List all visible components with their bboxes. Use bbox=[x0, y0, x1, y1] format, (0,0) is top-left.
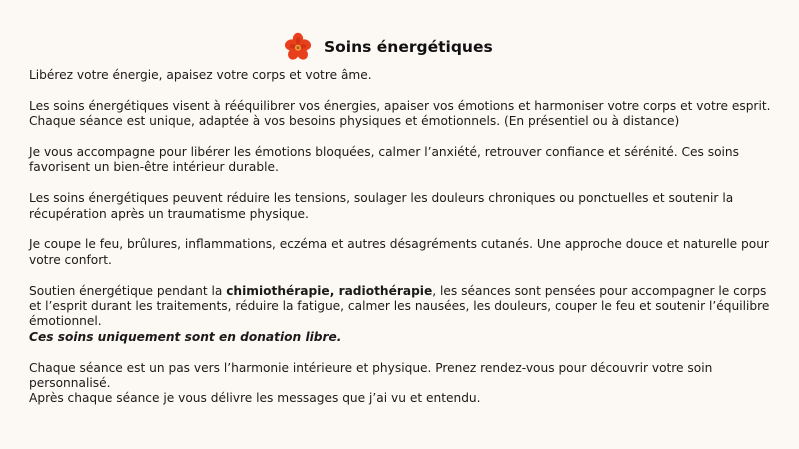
main-content bbox=[29, 68, 779, 407]
paragraph-oncology bbox=[29, 284, 779, 346]
tagline: Libérez votre énergie, apaisez votre corps et votre âme. bbox=[29, 68, 372, 82]
intro-line-1: Les soins énergétiques visent à rééquilibrer vos énergies, apaiser vos émotions et harmoniser votre corps et votre esprit. bbox=[29, 98, 771, 113]
page-header bbox=[283, 32, 493, 62]
closing-line-1: Chaque séance est un pas vers l’harmonie intérieure et physique. Prenez rendez-vous pour découvrir votre soin personnalisé. bbox=[29, 360, 713, 391]
page-title: Soins énergétiques bbox=[324, 38, 493, 56]
paragraph-closing bbox=[29, 361, 779, 407]
oncology-prefix: Soutien énergétique pendant la bbox=[29, 283, 227, 298]
paragraph-skin: Je coupe le feu, brûlures, inflammations, eczéma et autres désagréments cutanés. Une approche douce et naturelle pour votre confort. bbox=[29, 237, 769, 267]
oncology-suffix: , les séances sont pensées pour accompagner le corps et l’esprit durant les traitements, réduire la fatigue, calmer les nausées, les douleurs, couper le feu et soutenir l’équilibre émotionnel. bbox=[29, 283, 770, 329]
paragraph-emotions: Je vous accompagne pour libérer les émotions bloquées, calmer l’anxiété, retrouver confiance et sérénité. Ces soins favorisent un bien-être intérieur durable. bbox=[29, 145, 740, 175]
paragraph-physical: Les soins énergétiques peuvent réduire les tensions, soulager les douleurs chroniques ou ponctuelles et soutenir la récupération après un traumatisme physique. bbox=[29, 191, 734, 221]
paragraph-intro bbox=[29, 99, 779, 130]
closing-line-2: Après chaque séance je vous délivre les messages que j’ai vu et entendu. bbox=[29, 391, 481, 406]
oncology-treatments: chimiothérapie, radiothérapie bbox=[226, 283, 433, 298]
intro-line-2: Chaque séance est unique, adaptée à vos besoins physiques et émotionnels. (En présentiel ou à distance) bbox=[29, 114, 680, 129]
donation-note: Ces soins uniquement sont en donation libre. bbox=[29, 329, 342, 344]
flower-icon bbox=[283, 32, 313, 62]
